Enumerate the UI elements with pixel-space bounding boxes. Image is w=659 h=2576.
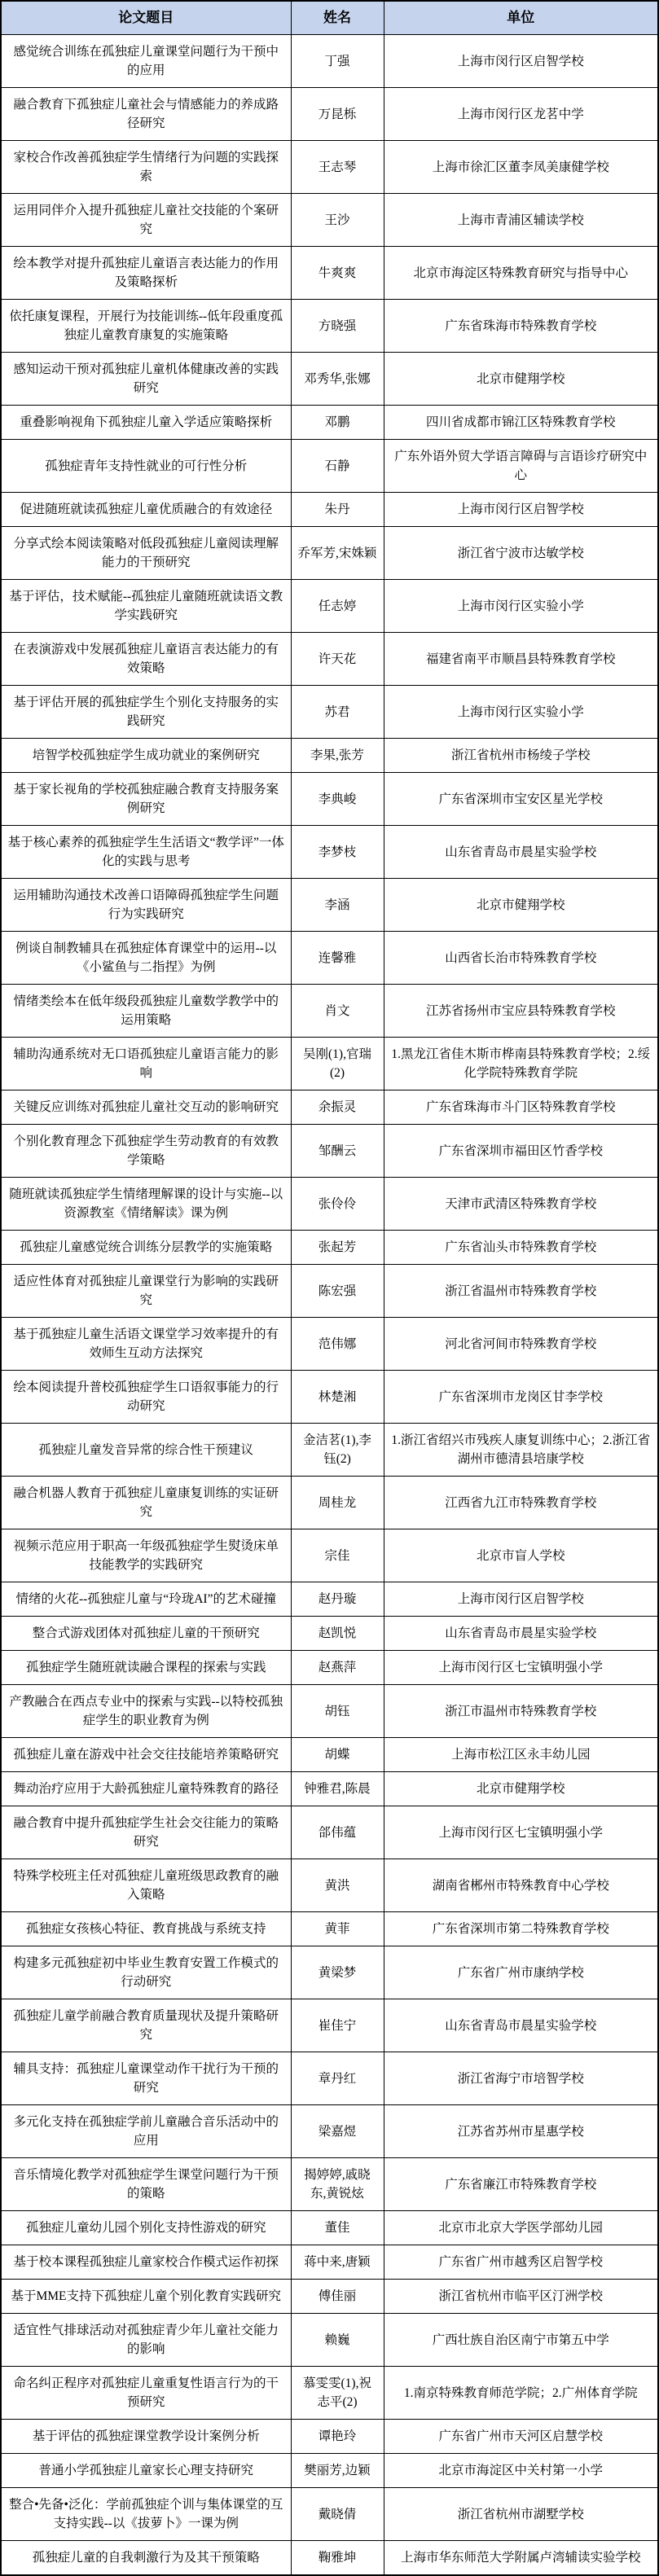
paper-title-cell: 基于核心素养的孤独症学生生活语文“教学评”一体化的实践与思考 [1,826,291,879]
table-row [1,879,658,932]
paper-title-cell: 重叠影响视角下孤独症儿童入学适应策略探析 [1,406,291,440]
paper-title-cell: 基于家长视角的学校孤独症融合教育支持服务案例研究 [1,773,291,826]
author-name-cell: 赵凯悦 [291,1617,384,1651]
unit-cell: 北京市健翔学校 [384,1772,658,1806]
author-name-cell: 陈宏强 [291,1265,384,1318]
unit-cell: 上海市徐汇区董李凤美康健学校 [384,141,658,194]
unit-cell: 浙江市温州市特殊教育学校 [384,1685,658,1738]
author-name-cell: 张起芳 [291,1231,384,1265]
table-row [1,1738,658,1772]
paper-title-cell: 舞动治疗应用于大龄孤独症儿童特殊教育的路径 [1,1772,291,1806]
unit-cell: 河北省河间市特殊教育学校 [384,1318,658,1371]
table-row [1,633,658,686]
author-name-cell: 黄菲 [291,1912,384,1946]
table-row [1,300,658,353]
author-name-cell: 方晓强 [291,300,384,353]
paper-title-cell: 融合教育中提升孤独症学生社会交往能力的策略研究 [1,1806,291,1859]
paper-title-cell: 辅助沟通系统对无口语孤独症儿童语言能力的影响 [1,1038,291,1091]
paper-title-cell: 培智学校孤独症学生成功就业的案例研究 [1,739,291,773]
table-row [1,1231,658,1265]
table-row [1,985,658,1038]
author-name-cell: 胡钰 [291,1685,384,1738]
author-name-cell: 赵燕萍 [291,1651,384,1685]
unit-cell: 广东省深圳市宝安区星光学校 [384,773,658,826]
table-row [1,1912,658,1946]
author-name-cell: 赵丹璇 [291,1582,384,1617]
unit-cell: 上海市闵行区实验小学 [384,686,658,739]
unit-cell: 湖南省郴州市特殊教育中心学校 [384,1859,658,1912]
paper-title-cell: 家校合作改善孤独症学生情绪行为问题的实践探索 [1,141,291,194]
unit-cell: 北京市盲人学校 [384,1529,658,1582]
paper-title-cell: 命名纠正程序对孤独症儿童重复性语言行为的干预研究 [1,2367,291,2420]
paper-title-cell: 依托康复课程，开展行为技能训练--低年段重度孤独症儿童教育康复的实施策略 [1,300,291,353]
author-name-cell: 范伟娜 [291,1318,384,1371]
unit-cell: 广东省深圳市第二特殊教育学校 [384,1912,658,1946]
table-row [1,2105,658,2158]
table-row [1,2158,658,2211]
header-unit: 单位 [384,1,658,35]
unit-cell: 上海市闵行区启智学校 [384,35,658,88]
author-name-cell: 宗佳 [291,1529,384,1582]
author-name-cell: 邓鹏 [291,406,384,440]
table-row [1,932,658,985]
paper-title-cell: 孤独症儿童学前融合教育质量现状及提升策略研究 [1,1999,291,2052]
paper-title-cell: 融合机器人教育于孤独症儿童康复训练的实证研究 [1,1477,291,1529]
unit-cell: 1.南京特殊教育师范学院；2.广州体育学院 [384,2367,658,2420]
unit-cell: 浙江省宁波市达敏学校 [384,527,658,580]
author-name-cell: 蒋中来,唐颖 [291,2245,384,2280]
author-name-cell: 郃伟蕴 [291,1806,384,1859]
author-name-cell: 石静 [291,440,384,493]
paper-title-cell: 绘本阅读提升普校孤独症学生口语叙事能力的行动研究 [1,1371,291,1424]
author-name-cell: 朱丹 [291,493,384,527]
paper-title-cell: 视频示范应用于职高一年级孤独症学生熨烫床单技能教学的实践研究 [1,1529,291,1582]
unit-cell: 广东省广州市康纳学校 [384,1946,658,1999]
author-name-cell: 黄梁梦 [291,1946,384,1999]
table-row [1,1651,658,1685]
table-row [1,194,658,247]
paper-title-cell: 基于MME支持下孤独症儿童个别化教育实践研究 [1,2280,291,2314]
header-paper-title: 论文题目 [1,1,291,35]
table-row [1,1477,658,1529]
table-row [1,2280,658,2314]
unit-cell: 上海市青浦区辅读学校 [384,194,658,247]
unit-cell: 广东省珠海市特殊教育学校 [384,300,658,353]
unit-cell: 上海市松江区永丰幼儿园 [384,1738,658,1772]
table-row [1,686,658,739]
author-name-cell: 余振灵 [291,1091,384,1125]
author-name-cell: 傅佳丽 [291,2280,384,2314]
table-row [1,1371,658,1424]
paper-title-cell: 产教融合在西点专业中的探索与实践--以特校孤独症学生的职业教育为例 [1,1685,291,1738]
header-author-name: 姓名 [291,1,384,35]
paper-title-cell: 整合•先备•泛化：学前孤独症个训与集体课堂的互支持实践--以《拔萝卜》一课为例 [1,2488,291,2541]
table-row [1,2541,658,2576]
author-name-cell: 周桂龙 [291,1477,384,1529]
paper-title-cell: 基于评估的孤独症课堂教学设计案例分析 [1,2420,291,2454]
paper-title-cell: 适应性体育对孤独症儿童课堂行为影响的实践研究 [1,1265,291,1318]
paper-title-cell: 孤独症青年支持性就业的可行性分析 [1,440,291,493]
paper-title-cell: 随班就读孤独症学生情绪理解课的设计与实施--以资源教室《情绪解读》课为例 [1,1178,291,1231]
author-name-cell: 董佳 [291,2211,384,2245]
unit-cell: 广东省廉江市特殊教育学校 [384,2158,658,2211]
unit-cell: 北京市北京大学医学部幼儿园 [384,2211,658,2245]
unit-cell: 江西省九江市特殊教育学校 [384,1477,658,1529]
paper-title-cell: 基于评估开展的孤独症学生个别化支持服务的实践研究 [1,686,291,739]
unit-cell: 浙江省海宁市培智学校 [384,2052,658,2105]
unit-cell: 1.黑龙江省佳木斯市桦南县特殊教育学校；2.绥化学院特殊教育学院 [384,1038,658,1091]
unit-cell: 山西省长治市特殊教育学校 [384,932,658,985]
author-name-cell: 钟雅君,陈晨 [291,1772,384,1806]
author-name-cell: 张伶伶 [291,1178,384,1231]
author-name-cell: 连馨雅 [291,932,384,985]
author-name-cell: 谭艳玲 [291,2420,384,2454]
unit-cell: 福建省南平市顺昌县特殊教育学校 [384,633,658,686]
table-row [1,1946,658,1999]
paper-title-cell: 适宜性气排球活动对孤独症青少年儿童社交能力的影响 [1,2314,291,2367]
author-name-cell: 苏君 [291,686,384,739]
table-row [1,1772,658,1806]
table-row [1,406,658,440]
unit-cell: 上海市闵行区启智学校 [384,493,658,527]
table-row [1,826,658,879]
table-row [1,247,658,300]
paper-title-cell: 孤独症儿童幼儿园个别化支持性游戏的研究 [1,2211,291,2245]
author-name-cell: 肖文 [291,985,384,1038]
table-row [1,2454,658,2488]
table-row [1,353,658,406]
paper-title-cell: 孤独症儿童在游戏中社会交往技能培养策略研究 [1,1738,291,1772]
author-name-cell: 金洁茗(1),李钰(2) [291,1424,384,1477]
table-row [1,1178,658,1231]
paper-title-cell: 关键反应训练对孤独症儿童社交互动的影响研究 [1,1091,291,1125]
author-name-cell: 丁强 [291,35,384,88]
paper-title-cell: 基于校本课程孤独症儿童家校合作模式运作初探 [1,2245,291,2280]
paper-title-cell: 个别化教育理念下孤独症学生劳动教育的有效教学策略 [1,1125,291,1178]
author-name-cell: 章丹红 [291,2052,384,2105]
table-row [1,2052,658,2105]
author-name-cell: 崔佳宁 [291,1999,384,2052]
unit-cell: 浙江省杭州市杨绫子学校 [384,739,658,773]
unit-cell: 上海市闵行区龙茗中学 [384,88,658,141]
table-row [1,2314,658,2367]
author-name-cell: 慕雯雯(1),祝志平(2) [291,2367,384,2420]
author-name-cell: 胡蝶 [291,1738,384,1772]
table-row [1,1685,658,1738]
unit-cell: 上海市闵行区实验小学 [384,580,658,633]
author-name-cell: 林楚湘 [291,1371,384,1424]
table-row [1,88,658,141]
unit-cell: 四川省成都市锦江区特殊教育学校 [384,406,658,440]
author-name-cell: 王志琴 [291,141,384,194]
author-name-cell: 揭婷婷,戚晓东,黄锐炫 [291,2158,384,2211]
table-row [1,1125,658,1178]
author-name-cell: 梁嘉煜 [291,2105,384,2158]
author-name-cell: 任志婷 [291,580,384,633]
paper-title-cell: 孤独症学生随班就读融合课程的探索与实践 [1,1651,291,1685]
paper-title-cell: 运用辅助沟通技术改善口语障碍孤独症学生问题行为实践研究 [1,879,291,932]
author-name-cell: 吴刚(1),官瑞(2) [291,1038,384,1091]
table-body [1,35,658,2576]
unit-cell: 广西壮族自治区南宁市第五中学 [384,2314,658,2367]
paper-title-cell: 融合教育下孤独症儿童社会与情感能力的养成路径研究 [1,88,291,141]
author-name-cell: 王沙 [291,194,384,247]
unit-cell: 山东省青岛市晨星实验学校 [384,826,658,879]
unit-cell: 山东省青岛市晨星实验学校 [384,1617,658,1651]
table-row [1,527,658,580]
unit-cell: 上海市闵行区启智学校 [384,1582,658,1617]
paper-title-cell: 孤独症女孩核心特征、教育挑战与系统支持 [1,1912,291,1946]
paper-title-cell: 情绪类绘本在低年级段孤独症儿童数学教学中的运用策略 [1,985,291,1038]
author-name-cell: 樊丽芳,边颖 [291,2454,384,2488]
paper-title-cell: 构建多元孤独症初中毕业生教育安置工作模式的行动研究 [1,1946,291,1999]
unit-cell: 浙江省杭州市临平区汀洲学校 [384,2280,658,2314]
author-name-cell: 李涵 [291,879,384,932]
author-name-cell: 鞠雅坤 [291,2541,384,2576]
paper-title-cell: 特殊学校班主任对孤独症儿童班级思政教育的融入策略 [1,1859,291,1912]
author-name-cell: 黄洪 [291,1859,384,1912]
unit-cell: 广东省汕头市特殊教育学校 [384,1231,658,1265]
author-name-cell: 牛爽爽 [291,247,384,300]
unit-cell: 北京市健翔学校 [384,879,658,932]
author-name-cell: 戴晓倩 [291,2488,384,2541]
unit-cell: 广东省珠海市斗门区特殊教育学校 [384,1091,658,1125]
paper-title-cell: 整合式游戏团体对孤独症儿童的干预研究 [1,1617,291,1651]
table-row [1,1582,658,1617]
table-row [1,1806,658,1859]
table-row [1,1617,658,1651]
unit-cell: 上海市闵行区七宝镇明强小学 [384,1651,658,1685]
unit-cell: 广东省广州市越秀区启智学校 [384,2245,658,2280]
paper-title-cell: 多元化支持在孤独症学前儿童融合音乐活动中的应用 [1,2105,291,2158]
header-row [1,1,658,35]
unit-cell: 江苏省苏州市星惠学校 [384,2105,658,2158]
paper-title-cell: 在表演游戏中发展孤独症儿童语言表达能力的有效策略 [1,633,291,686]
table-row [1,2245,658,2280]
unit-cell: 北京市海淀区中关村第一小学 [384,2454,658,2488]
table-row [1,2211,658,2245]
paper-title-cell: 例谈自制教辅具在孤独症体育课堂中的运用--以《小鲨鱼与二指捏》为例 [1,932,291,985]
table-row [1,493,658,527]
paper-title-cell: 分享式绘本阅读策略对低段孤独症儿童阅读理解能力的干预研究 [1,527,291,580]
author-name-cell: 万昆栎 [291,88,384,141]
unit-cell: 山东省青岛市晨星实验学校 [384,1999,658,2052]
author-name-cell: 邓秀华,张娜 [291,353,384,406]
table-row [1,2367,658,2420]
unit-cell: 广东外语外贸大学语言障碍与言语诊疗研究中心 [384,440,658,493]
unit-cell: 浙江省温州市特殊教育学校 [384,1265,658,1318]
author-name-cell: 李果,张芳 [291,739,384,773]
unit-cell: 浙江省杭州市湖墅学校 [384,2488,658,2541]
unit-cell: 广东省深圳市龙岗区甘李学校 [384,1371,658,1424]
table-row [1,1859,658,1912]
unit-cell: 1.浙江省绍兴市残疾人康复训练中心；2.浙江省湖州市德清县培康学校 [384,1424,658,1477]
paper-title-cell: 辅具支持：孤独症儿童课堂动作干扰行为干预的研究 [1,2052,291,2105]
author-name-cell: 李典峻 [291,773,384,826]
table-row [1,580,658,633]
table-row [1,1265,658,1318]
table-row [1,1091,658,1125]
paper-title-cell: 感知运动干预对孤独症儿童机体健康改善的实践研究 [1,353,291,406]
unit-cell: 北京市健翔学校 [384,353,658,406]
paper-title-cell: 促进随班就读孤独症儿童优质融合的有效途径 [1,493,291,527]
author-name-cell: 乔军芳,宋姝颖 [291,527,384,580]
table-row [1,1038,658,1091]
paper-title-cell: 孤独症儿童感觉统合训练分层教学的实施策略 [1,1231,291,1265]
table-row [1,773,658,826]
table-header [1,1,658,35]
paper-title-cell: 情绪的火花--孤独症儿童与“玲珑AI”的艺术碰撞 [1,1582,291,1617]
author-name-cell: 邹酬云 [291,1125,384,1178]
paper-title-cell: 运用同伴介入提升孤独症儿童社交技能的个案研究 [1,194,291,247]
unit-cell: 广东省广州市天河区启慧学校 [384,2420,658,2454]
paper-title-cell: 普通小学孤独症儿童家长心理支持研究 [1,2454,291,2488]
table-row [1,1999,658,2052]
paper-title-cell: 基于评估，技术赋能--孤独症儿童随班就读语文教学实践研究 [1,580,291,633]
table-row [1,141,658,194]
paper-title-cell: 音乐情境化教学对孤独症学生课堂问题行为干预的策略 [1,2158,291,2211]
author-name-cell: 赖巍 [291,2314,384,2367]
unit-cell: 天津市武清区特殊教育学校 [384,1178,658,1231]
table-row [1,2488,658,2541]
paper-title-cell: 孤独症儿童的自我刺激行为及其干预策略 [1,2541,291,2576]
table-row [1,35,658,88]
unit-cell: 上海市闵行区七宝镇明强小学 [384,1806,658,1859]
table-row [1,1529,658,1582]
author-name-cell: 许天花 [291,633,384,686]
paper-title-cell: 孤独症儿童发音异常的综合性干预建议 [1,1424,291,1477]
table-row [1,440,658,493]
paper-title-cell: 基于孤独症儿童生活语文课堂学习效率提升的有效师生互动方法探究 [1,1318,291,1371]
unit-cell: 上海市华东师范大学附属卢湾辅读实验学校 [384,2541,658,2576]
paper-title-cell: 绘本教学对提升孤独症儿童语言表达能力的作用及策略探析 [1,247,291,300]
table-row [1,1318,658,1371]
table-row [1,1424,658,1477]
author-name-cell: 李梦枝 [291,826,384,879]
paper-title-cell: 感觉统合训练在孤独症儿童课堂问题行为干预中的应用 [1,35,291,88]
table-row [1,2420,658,2454]
table-row [1,739,658,773]
unit-cell: 广东省深圳市福田区竹香学校 [384,1125,658,1178]
unit-cell: 北京市海淀区特殊教育研究与指导中心 [384,247,658,300]
unit-cell: 江苏省扬州市宝应县特殊教育学校 [384,985,658,1038]
